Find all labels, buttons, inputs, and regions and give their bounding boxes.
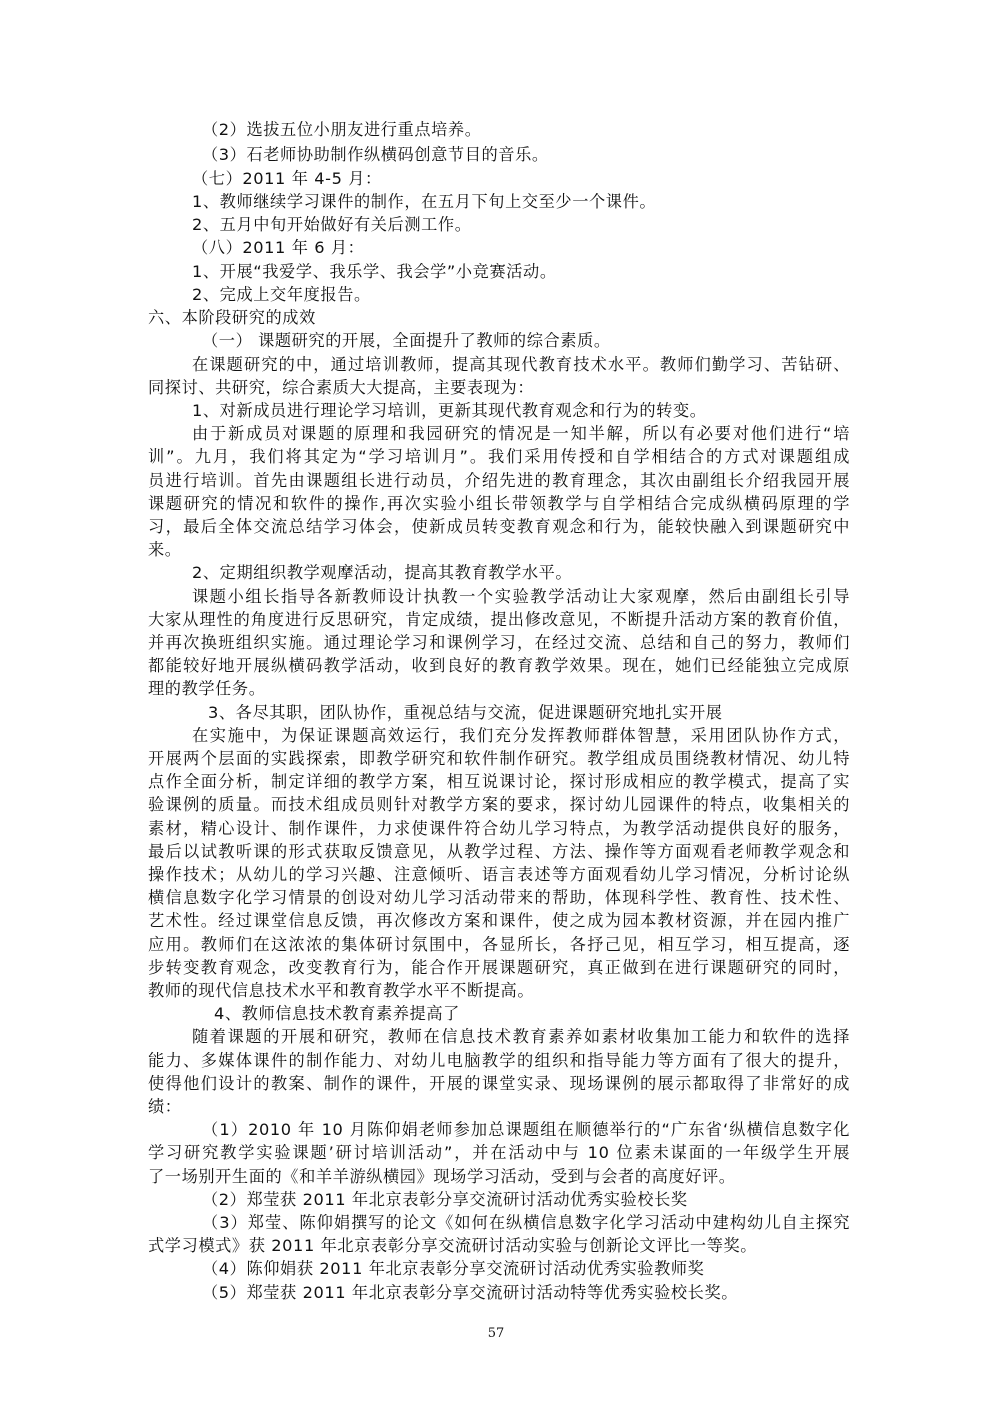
text-line: 大家从理性的角度进行反思研究，肯定成绩，提出修改意见，不断提升活动方案的教育价值， [148,610,850,629]
section-heading: 六、本阶段研究的成效 [148,308,316,327]
text-line: （八）2011 年 6 月： [192,238,365,257]
text-line: 2、完成上交年度报告。 [192,285,371,304]
text-line: 随着课题的开展和研究，教师在信息技术教育素养如素材收集加工能力和软件的选择 [192,1027,850,1046]
text-line: 点作全面分析，制定详细的教学方案，相互说课讨论，探讨形成相应的教学模式，提高了实 [148,772,850,791]
text-line: 绩： [148,1097,182,1116]
text-line: 1、开展“我爱学、我乐学、我会学”小竞赛活动。 [192,262,557,281]
text-line: 验课例的质量。而技术组成员则针对教学方案的要求，探讨幼儿园课件的特点，收集相关的 [148,795,850,814]
text-line: 素材，精心设计、制作课件，力求使课件符合幼儿学习特点，为教学活动提供良好的服务， [148,819,850,838]
text-line: 理的教学任务。 [148,679,266,698]
text-line: 使得他们设计的教案、制作的课件，开展的课堂实录、现场课例的展示都取得了非常好的成 [148,1074,850,1093]
text-line: （1）2010 年 10 月陈仰娟老师参加总课题组在顺德举行的“广东省‘纵横信息数字化 [202,1120,850,1139]
text-line: 课题小组长指导各新教师设计执教一个实验教学活动让大家观摩，然后由副组长引导 [192,587,850,606]
text-line: 最后以试教听课的形式获取反馈意见，从教学过程、方法、操作等方面观看老师教学观念和 [148,842,850,861]
text-line: 横信息数字化学习情景的创设对幼儿学习活动带来的帮助，体现科学性、教育性、技术性、 [148,888,850,907]
text-line: 员进行培训。首先由课题组长进行动员，介绍先进的教育理念，其次由副组长介绍我园开展 [148,471,850,490]
text-line: 1、对新成员进行理论学习培训，更新其现代教育观念和行为的转变。 [192,401,707,420]
subsection-heading: （一） 课题研究的开展，全面提升了教师的综合素质。 [202,331,611,350]
text-line: 开展两个层面的实践探索，即教学研究和软件制作研究。教学组成员围绕教材情况、幼儿特 [148,749,850,768]
text-line: 来。 [148,540,182,559]
text-line: （2）选拔五位小朋友进行重点培养。 [202,120,482,139]
page-number: 57 [487,1326,505,1341]
text-line: 并再次换班组织实施。通过理论学习和课例学习，在经过交流、总结和自己的努力，教师们 [148,633,850,652]
text-line: 教师的现代信息技术水平和教育教学水平不断提高。 [148,981,535,1000]
text-line: 步转变教育观念，改变教育行为，能合作开展课题研究，真正做到在进行课题研究的同时， [148,958,850,977]
text-line: （5）郑莹获 2011 年北京表彰分享交流研讨活动特等优秀实验校长奖。 [202,1283,739,1302]
text-line: 同探讨、共研究，综合素质大大提高，主要表现为： [148,378,535,397]
text-line: 课题研究的情况和软件的操作,再次实验小组长带领教学与自学相结合完成纵横码原理的学 [148,494,850,513]
text-line: （3）郑莹、陈仰娟撰写的论文《如何在纵横信息数字化学习活动中建构幼儿自主探究 [202,1213,850,1232]
text-line: 操作技术；从幼儿的学习兴趣、注意倾听、语言表述等方面观看幼儿学习情况，分析讨论纵 [148,865,850,884]
text-line: 应用。教师们在这浓浓的集体研讨氛围中，各显所长，各抒己见，相互学习，相互提高，逐 [148,935,850,954]
text-line: 能力、多媒体课件的制作能力、对幼儿电脑教学的组织和指导能力等方面有了很大的提升， [148,1051,850,1070]
text-line: 2、五月中旬开始做好有关后测工作。 [192,215,472,234]
text-line: 艺术性。经过课堂信息反馈，再次修改方案和课件，使之成为园本教材资源，并在园内推广 [148,911,850,930]
text-line: 1、教师继续学习课件的制作，在五月下旬上交至少一个课件。 [192,192,657,211]
text-line: 4、教师信息技术教育素养提高了 [214,1004,460,1023]
text-line: 在课题研究的中，通过培训教师，提高其现代教育技术水平。教师们勤学习、苦钻研、 [192,355,850,374]
text-line: 式学习模式》获 2011 年北京表彰分享交流研讨活动实验与创新论文评比一等奖。 [148,1236,758,1255]
text-line: 由于新成员对课题的原理和我园研究的情况是一知半解，所以有必要对他们进行“培 [192,424,850,443]
text-line: （七）2011 年 4-5 月： [192,169,382,188]
text-line: （3）石老师协助制作纵横码创意节目的音乐。 [202,145,549,164]
text-line: 习，最后全体交流总结学习体会，使新成员转变教育观念和行为，能较快融入到课题研究中 [148,517,850,536]
text-line: 了一场别开生面的《和羊羊游纵横园》现场学习活动，受到与会者的高度好评。 [148,1167,736,1186]
text-line: 3、各尽其职，团队协作，重视总结与交流，促进课题研究地扎实开展 [208,703,723,722]
text-line: （2）郑莹获 2011 年北京表彰分享交流研讨活动优秀实验校长奖 [202,1190,688,1209]
text-line: （4）陈仰娟获 2011 年北京表彰分享交流研讨活动优秀实验教师奖 [202,1259,705,1278]
text-line: 在实施中，为保证课题高效运行，我们充分发挥教师群体智慧，采用团队协作方式， [192,726,850,745]
text-line: 都能较好地开展纵横码教学活动，收到良好的教育教学效果。现在，她们已经能独立完成原 [148,656,850,675]
text-line: 训”。九月，我们将其定为“学习培训月”。我们采用传授和自学相结合的方式对课题组成 [148,447,850,466]
text-line: 学习研究教学实验课题’研讨培训活动”，并在活动中与 10 位素未谋面的一年级学生开展 [148,1143,850,1162]
text-line: 2、定期组织教学观摩活动，提高其教育教学水平。 [192,563,573,582]
